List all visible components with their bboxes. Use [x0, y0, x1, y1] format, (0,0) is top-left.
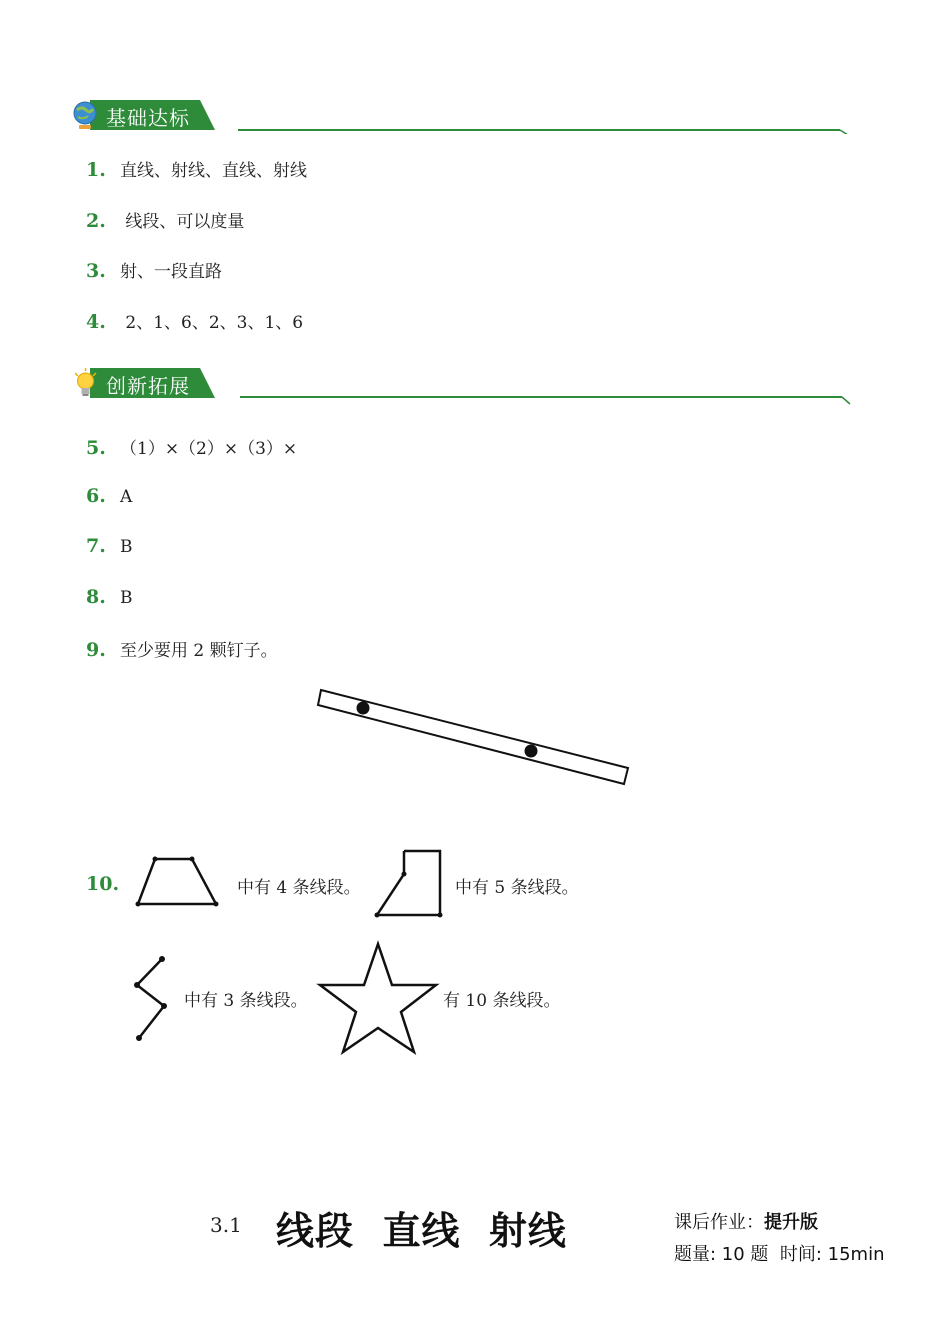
question-8 [86, 586, 133, 608]
globe-icon [72, 100, 102, 132]
homework-label-text: 课后作业： [674, 1212, 764, 1233]
lightbulb-icon [72, 368, 102, 400]
question-number: 10. [86, 873, 120, 895]
homework-meta [674, 1240, 885, 1266]
nailed-stick-figure [315, 684, 635, 794]
section-title: 创新拓展 [106, 374, 190, 398]
question-number: 6. [86, 485, 106, 507]
quadrilateral-figure [372, 846, 447, 921]
question-10 [86, 873, 120, 895]
section-header-basic [72, 100, 852, 134]
question-1 [86, 156, 307, 181]
question-number: 5. [86, 437, 106, 459]
question-answer: B [120, 588, 133, 608]
star-figure [316, 940, 441, 1055]
question-5 [86, 434, 297, 459]
question-6 [86, 485, 132, 507]
question-answer: （1）×（2）×（3）× [120, 439, 298, 459]
zigzag-figure [130, 954, 175, 1044]
question-4 [86, 308, 303, 333]
homework-label [674, 1208, 818, 1234]
question-number: 1. [86, 159, 106, 181]
question-answer: 射、一段直路 [120, 262, 222, 282]
quadrilateral-caption: 中有 5 条线段。 [455, 878, 579, 898]
question-9 [86, 636, 278, 661]
question-answer: B [120, 537, 133, 557]
question-number: 7. [86, 535, 106, 557]
section-rule [240, 391, 852, 405]
nail-dot [525, 745, 538, 758]
question-number: 4. [86, 311, 106, 333]
question-answer: 至少要用 2 颗钉子。 [120, 641, 278, 661]
question-number: 9. [86, 639, 106, 661]
section-header-extension [72, 368, 852, 402]
section-rule [238, 120, 850, 134]
question-answer: A [120, 487, 133, 507]
zigzag-caption: 中有 3 条线段。 [184, 991, 308, 1011]
question-number: 8. [86, 586, 106, 608]
star-caption: 有 10 条线段。 [443, 991, 561, 1011]
question-number: 3. [86, 260, 106, 282]
trapezoid-figure [133, 854, 223, 909]
question-answer: 直线、射线、直线、射线 [120, 161, 307, 181]
question-7 [86, 535, 133, 557]
nail-dot [357, 702, 370, 715]
question-2 [86, 207, 244, 232]
lesson-title: 线段 直线 射线 [276, 1209, 567, 1253]
question-3 [86, 257, 222, 282]
section-title: 基础达标 [106, 106, 190, 130]
homework-version: 提升版 [764, 1212, 818, 1233]
question-answer: 2、1、6、2、3、1、6 [120, 313, 304, 333]
homework-meta-text: 题量: 10 题 时间: 15min [674, 1244, 885, 1265]
trapezoid-caption: 中有 4 条线段。 [237, 878, 361, 898]
question-number: 2. [86, 210, 106, 232]
lesson-number: 3.1 [210, 1213, 242, 1237]
question-answer: 线段、可以度量 [120, 212, 245, 232]
